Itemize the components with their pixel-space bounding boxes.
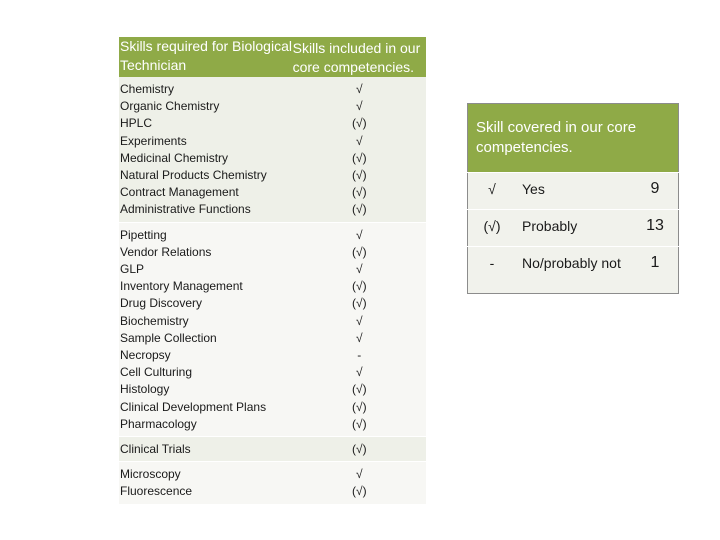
skill-names-cell xyxy=(119,437,293,462)
skill-name: Pharmacology xyxy=(120,416,197,431)
legend-label: No/probably not xyxy=(516,247,632,294)
skill-name: Inventory Management xyxy=(120,279,243,294)
core-mark: √ xyxy=(356,82,363,96)
core-mark: (√) xyxy=(352,244,367,259)
skill-name: Biochemistry xyxy=(120,313,189,328)
core-mark: √ xyxy=(356,313,363,328)
core-mark: √ xyxy=(356,99,363,114)
skill-name: GLP xyxy=(120,262,145,277)
core-mark: - xyxy=(357,348,362,363)
skill-name: Experiments xyxy=(120,133,187,148)
skill-name: Chemistry xyxy=(120,82,175,96)
core-mark: √ xyxy=(356,133,363,148)
core-mark: (√) xyxy=(352,399,367,414)
core-mark: (√) xyxy=(352,168,367,183)
legend-count: 9 xyxy=(632,173,679,210)
core-mark: (√) xyxy=(352,202,367,217)
skill-name: Microscopy xyxy=(120,467,181,482)
legend-count: 1 xyxy=(632,247,679,294)
skill-group xyxy=(119,77,426,222)
skill-name: Natural Products Chemistry xyxy=(120,168,267,183)
core-mark: (√) xyxy=(352,416,367,431)
skill-name: Clinical Development Plans xyxy=(120,399,267,414)
skill-group xyxy=(119,462,426,504)
legend-symbol: √ xyxy=(468,173,517,210)
skill-name: Medicinal Chemistry xyxy=(120,150,229,165)
legend-label: Probably xyxy=(516,210,632,247)
skill-name: Histology xyxy=(120,382,170,397)
skill-name: Contract Management xyxy=(120,185,239,200)
skill-name: Necropsy xyxy=(120,348,171,363)
skill-name: Drug Discovery xyxy=(120,296,203,311)
legend-row-no xyxy=(468,247,679,294)
legend-row-yes xyxy=(468,173,679,210)
header-skills-required: Skills required for Biological Technician xyxy=(119,37,293,77)
skill-name: Pipetting xyxy=(120,227,167,242)
legend-label: Yes xyxy=(516,173,632,210)
legend-symbol: - xyxy=(468,247,517,294)
skill-name: Clinical Trials xyxy=(120,442,191,457)
core-marks-cell xyxy=(293,222,426,436)
skill-name: Vendor Relations xyxy=(120,244,212,259)
legend-count: 13 xyxy=(632,210,679,247)
header-core-competencies: Skills included in our core competencies. xyxy=(293,37,426,77)
core-mark: (√) xyxy=(352,279,367,294)
skill-names-cell xyxy=(119,462,293,504)
skill-name: Administrative Functions xyxy=(120,202,251,217)
legend-row-probably xyxy=(468,210,679,247)
core-marks-cell xyxy=(293,462,426,504)
core-mark: (√) xyxy=(352,185,367,200)
skill-names-cell xyxy=(119,222,293,436)
skill-names-cell xyxy=(119,77,293,222)
core-mark: √ xyxy=(356,365,363,380)
legend-table xyxy=(467,103,679,294)
legend-title: Skill covered in our core competencies. xyxy=(468,104,679,173)
core-mark: √ xyxy=(356,262,363,277)
skill-name: HPLC xyxy=(120,116,153,131)
core-mark: (√) xyxy=(352,296,367,311)
core-mark: √ xyxy=(356,227,363,242)
skill-name: Fluorescence xyxy=(120,484,193,499)
core-mark: (√) xyxy=(352,442,367,457)
skill-name: Organic Chemistry xyxy=(120,99,220,114)
core-mark: √ xyxy=(356,330,363,345)
core-mark: (√) xyxy=(352,116,367,131)
skills-table xyxy=(119,37,426,504)
skill-name: Cell Culturing xyxy=(120,365,193,380)
skill-group xyxy=(119,222,426,436)
skill-name: Sample Collection xyxy=(120,330,217,345)
core-mark: (√) xyxy=(352,150,367,165)
legend-symbol: (√) xyxy=(468,210,517,247)
core-mark: (√) xyxy=(352,484,367,499)
skill-group xyxy=(119,437,426,462)
core-marks-cell xyxy=(293,437,426,462)
core-marks-cell xyxy=(293,77,426,222)
core-mark: √ xyxy=(356,467,363,482)
core-mark: (√) xyxy=(352,382,367,397)
